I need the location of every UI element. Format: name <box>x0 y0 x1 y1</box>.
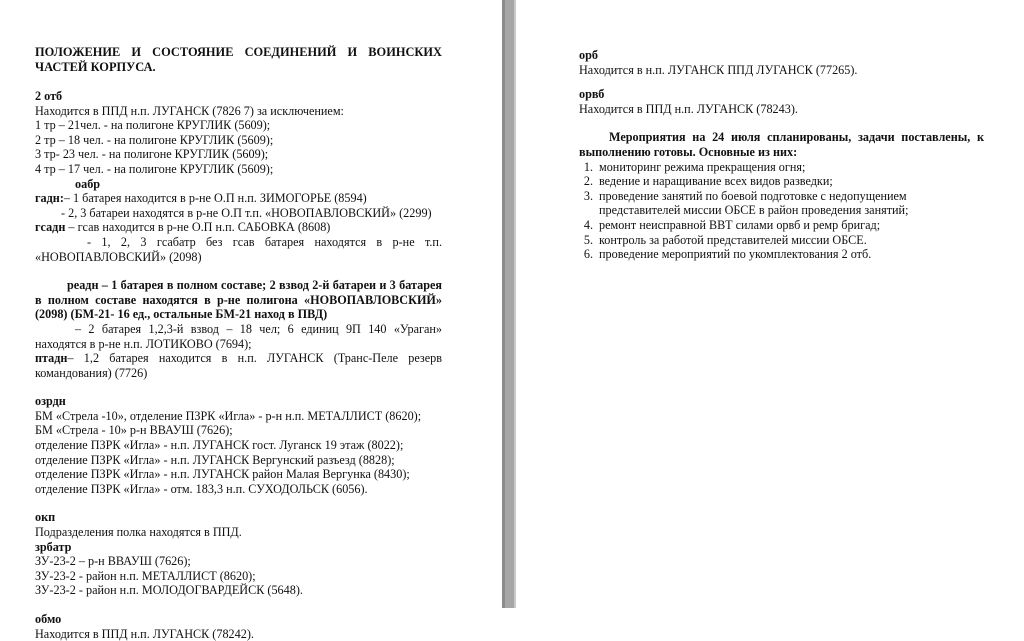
text-line: БМ «Стрела - 10» р-н ВВАУШ (7626); <box>35 423 233 438</box>
text-line: Находится в н.п. ЛУГАНСК ППД ЛУГАНСК (77265). <box>579 62 858 77</box>
left-page <box>0 0 502 641</box>
list-text: мониторинг режима прекращения огня; <box>599 159 806 174</box>
text-line: – 2 батарея 1,2,3-й взвод – 18 чел; 6 единиц 9П 140 «Ураган» находятся в р-не н.п. ЛОТИКОВО (7694); <box>35 321 442 351</box>
text-line-gsadn <box>35 220 442 235</box>
text-line-ptadn <box>35 351 442 380</box>
text-line-gadn <box>35 191 442 206</box>
readn-paragraph: реадн – 1 батарея в полном составе; 2 взвод 2-й батареи и 3 батарея в полном составе находятся в р-не полигона «НОВОПАВЛОВСКИЙ» (2098) (БМ-21- 16 ед., остальные БМ-21 наход в ПВД) <box>35 278 442 322</box>
list-number: 2. <box>583 174 593 189</box>
gutter-shadow <box>502 0 505 608</box>
list-number: 1. <box>583 159 593 174</box>
text-line: Находится в ППД н.п. ЛУГАНСК (78242). <box>35 626 254 641</box>
text-line: 2 тр – 18 чел. - на полигоне КРУГЛИК (5609); <box>35 132 274 147</box>
right-page-content <box>579 48 984 262</box>
measures-list <box>579 160 984 262</box>
text-line: ЗУ-23-2 - район н.п. МЕТАЛЛИСТ (8620); <box>35 568 256 583</box>
right-page <box>516 0 1024 608</box>
left-page-content <box>35 45 442 641</box>
section-heading-okp: окп <box>35 510 56 525</box>
list-text: ремонт неисправной ВВТ силами орвб и ремр бригад; <box>599 217 881 232</box>
section-heading-oabr: оабр <box>75 176 101 191</box>
text-line: 1 тр – 21чел. - на полигоне КРУГЛИК (5609); <box>35 118 271 133</box>
section-heading-obmo: обмо <box>35 612 62 626</box>
list-item <box>579 189 984 218</box>
list-number: 3. <box>583 188 593 203</box>
text-line: отделение ПЗРК «Игла» - н.п. ЛУГАНСК Вергунский разъезд (8828); <box>35 452 395 467</box>
list-number: 5. <box>583 232 593 247</box>
list-text: проведение занятий по боевой подготовке с недопущением представителей миссии ОБСЕ в район проведения занятий; <box>599 188 909 218</box>
list-number: 6. <box>583 247 593 262</box>
gsadn-text: – гсав находится в р-не О.П н.п. САБОВКА (8608) <box>65 220 331 235</box>
text-line: - 1, 2, 3 гсабатр без гсав батарея находятся в р-не т.п. «НОВОПАВЛОВСКИЙ» (2098) <box>35 234 442 264</box>
ptadn-text: – 1,2 батарея находится в н.п. ЛУГАНСК (Транс-Пеле резерв командования) (7726) <box>35 351 442 380</box>
text-line: 4 тр – 17 чел. - на полигоне КРУГЛИК (5609); <box>35 161 274 176</box>
text-line: Находится в ППД н.п. ЛУГАНСК (7826 7) за исключением: <box>35 103 344 118</box>
list-text: проведение мероприятий по укомплектования 2 отб. <box>599 247 872 262</box>
list-item <box>579 160 984 175</box>
text-line: отделение ПЗРК «Игла» - отм. 183,3 н.п. СУХОДОЛЬСК (6056). <box>35 481 368 496</box>
section-heading-ozrdn: озрдн <box>35 394 66 409</box>
text-line: ЗУ-23-2 – р-н ВВАУШ (7626); <box>35 554 191 569</box>
list-item <box>579 247 984 262</box>
text-line: Находится в ППД н.п. ЛУГАНСК (78243). <box>579 101 798 116</box>
unit-label-gadn: гадн: <box>35 191 64 206</box>
section-heading-zrbatr: зрбатр <box>35 539 72 554</box>
list-text: ведение и наращивание всех видов разведки; <box>599 174 833 189</box>
text-line: - 2, 3 батареи находятся в р-не О.П т.п. «НОВОПАВЛОВСКИЙ» (2299) <box>61 205 432 220</box>
list-item <box>579 218 984 233</box>
document-title: ПОЛОЖЕНИЕ И СОСТОЯНИЕ СОЕДИНЕНИЙ И ВОИНСКИХ ЧАСТЕЙ КОРПУСА. <box>35 45 442 74</box>
measures-heading: Мероприятия на 24 июля спланированы, задачи поставлены, к выполнению готовы. Основные из них: <box>579 130 984 159</box>
text-line: отделение ПЗРК «Игла» - н.п. ЛУГАНСК гост. Луганск 19 этаж (8022); <box>35 438 404 453</box>
list-item <box>579 233 984 248</box>
page-gutter <box>502 0 516 608</box>
list-item <box>579 174 984 189</box>
section-heading-orvb: орвб <box>579 87 605 102</box>
text-line: БМ «Стрела -10», отделение ПЗРК «Игла» - р-н н.п. МЕТАЛЛИСТ (8620); <box>35 408 422 423</box>
text-line: отделение ПЗРК «Игла» - н.п. ЛУГАНСК район Малая Вергунка (8430); <box>35 467 410 482</box>
list-text: контроль за работой представителей миссии ОБСЕ. <box>599 232 867 247</box>
text-line: Подразделения полка находятся в ППД. <box>35 525 242 540</box>
gadn-text: – 1 батарея находится в р-не О.П н.п. ЗИМОГОРЬЕ (8594) <box>63 191 367 206</box>
section-heading-2otb: 2 отб <box>35 89 63 103</box>
text-line: 3 тр- 23 чел. - на полигоне КРУГЛИК (5609); <box>35 147 269 162</box>
section-heading-orb: орб <box>579 48 598 62</box>
text-line: ЗУ-23-2 - район н.п. МОЛОДОГВАРДЕЙСК (5648). <box>35 583 303 598</box>
unit-label-gsadn: гсадн <box>35 220 66 235</box>
list-number: 4. <box>583 217 593 232</box>
unit-label-ptadn: птадн <box>35 351 68 366</box>
